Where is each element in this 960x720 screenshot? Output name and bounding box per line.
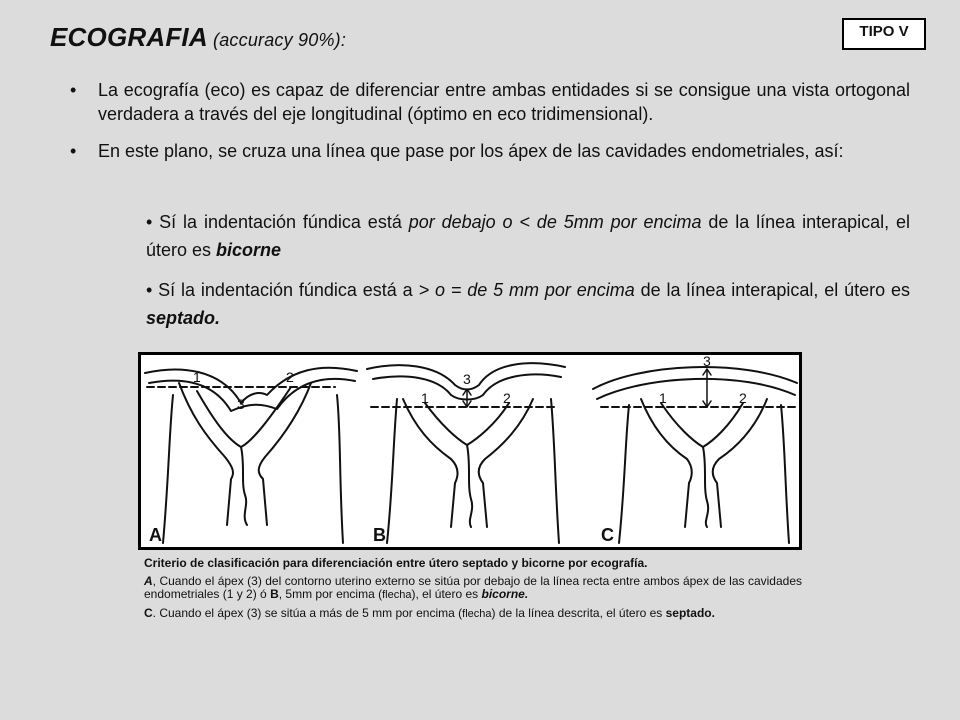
caption-text: , 5mm por encima ( [278, 587, 383, 601]
sub-bullet-prefix: • Sí la indentación fúndica está a [146, 280, 419, 300]
panel-a [145, 368, 357, 543]
panel-c-label-1: 1 [659, 390, 667, 406]
panel-b-cavity [467, 445, 472, 527]
panel-c-uterine-wall [781, 405, 789, 543]
caption-heading: Criterio de clasificación para diferenciación entre útero septado y bicorne por ecografía. [144, 556, 648, 570]
caption-text: . Cuando el ápex (3) se sitúa a más de 5 mm por encima ( [152, 606, 463, 620]
figure-caption [144, 557, 802, 626]
bullet-dot: • [70, 141, 77, 161]
sub-bullet-strong: bicorne [216, 240, 282, 260]
uterus-diagram-svg [141, 355, 799, 547]
panel-b-letter: B [373, 525, 386, 545]
sub-bullet-emphasis: > o = de 5 mm por encima [418, 280, 635, 300]
panel-b-cavity [479, 399, 533, 527]
panel-a-letter: A [149, 525, 162, 545]
bullet-text: En este plano, se cruza una línea que pase por los ápex de las cavidades endometriales, así: [98, 141, 844, 161]
sub-bullet-middle: de la línea interapical, el útero es [146, 212, 910, 260]
sub-bullet-item [146, 208, 910, 264]
bullet-item [70, 139, 910, 163]
sub-bullet-prefix: • Sí la indentación fúndica está [146, 212, 409, 232]
caption-small: flecha [382, 589, 412, 601]
panel-c-label-3: 3 [703, 355, 711, 369]
panel-a-uterine-wall [337, 395, 343, 543]
panel-c-cavity [713, 399, 767, 527]
caption-small: flecha [462, 608, 492, 620]
sub-bullet-strong: septado. [146, 308, 221, 328]
type-badge: TIPO V [842, 18, 926, 50]
panel-c-cavity [661, 403, 743, 447]
bullet-text: La ecografía (eco) es capaz de diferenciar entre ambas entidades si se consigue una vista ortogonal verdadera a través del eje longitudinal (óptimo en eco tridimensional). [98, 80, 910, 124]
caption-strong: bicorne. [481, 587, 529, 601]
panel-b-label-1: 1 [421, 390, 429, 406]
panel-b-label-2: 2 [503, 390, 511, 406]
panel-b [367, 363, 565, 543]
sub-bullet-emphasis: por debajo o < de 5mm por encima [408, 212, 702, 232]
panel-a-cavity [241, 447, 247, 525]
caption-text: ) de la línea descrita, el útero es [491, 606, 666, 620]
panel-c-uterine-wall [619, 405, 629, 543]
main-bullets [70, 78, 910, 176]
panel-b-cavity [403, 399, 458, 527]
uterus-diagram [138, 352, 802, 550]
sub-bullet-middle: de la línea interapical, el útero es [634, 280, 910, 300]
caption-text: , Cuando el ápex (3) del contorno uterino externo se sitúa por debajo de la línea recta entre ambos ápex de las cavidades endometriales (1 y 2) ó [144, 574, 802, 601]
sub-bullet-item [146, 276, 910, 332]
caption-letter-c: C [144, 606, 153, 620]
panel-c-letter: C [601, 525, 614, 545]
panel-c-label-2: 2 [739, 390, 747, 406]
caption-letter-b: B [270, 587, 279, 601]
panel-a-cavity [259, 383, 311, 525]
sub-bullets [146, 208, 910, 344]
panel-a-label-3: 3 [237, 396, 245, 412]
panel-b-label-3: 3 [463, 371, 471, 387]
title-main: ECOGRAFIA [50, 22, 208, 52]
panel-b-uterine-wall [551, 399, 559, 543]
caption-text: ), el útero es [411, 587, 482, 601]
panel-c-cavity [703, 447, 708, 527]
page-title [50, 22, 346, 53]
panel-c-cavity [641, 399, 692, 527]
panel-c-outer-contour [597, 379, 795, 399]
caption-letter-a: A [144, 574, 153, 588]
panel-c [593, 367, 797, 543]
panel-b-cavity [425, 403, 509, 445]
panel-a-label-1: 1 [193, 369, 201, 385]
panel-a-uterine-wall [163, 395, 173, 543]
panel-a-outer-contour [145, 368, 357, 403]
caption-paragraph-c [144, 607, 802, 621]
bullet-item [70, 78, 910, 126]
panel-a-label-2: 2 [286, 369, 294, 385]
caption-strong: septado. [665, 606, 715, 620]
caption-paragraph-a [144, 575, 802, 602]
bullet-dot: • [70, 80, 77, 100]
title-sub: (accuracy 90%): [207, 30, 347, 50]
panel-b-uterine-wall [387, 399, 397, 543]
